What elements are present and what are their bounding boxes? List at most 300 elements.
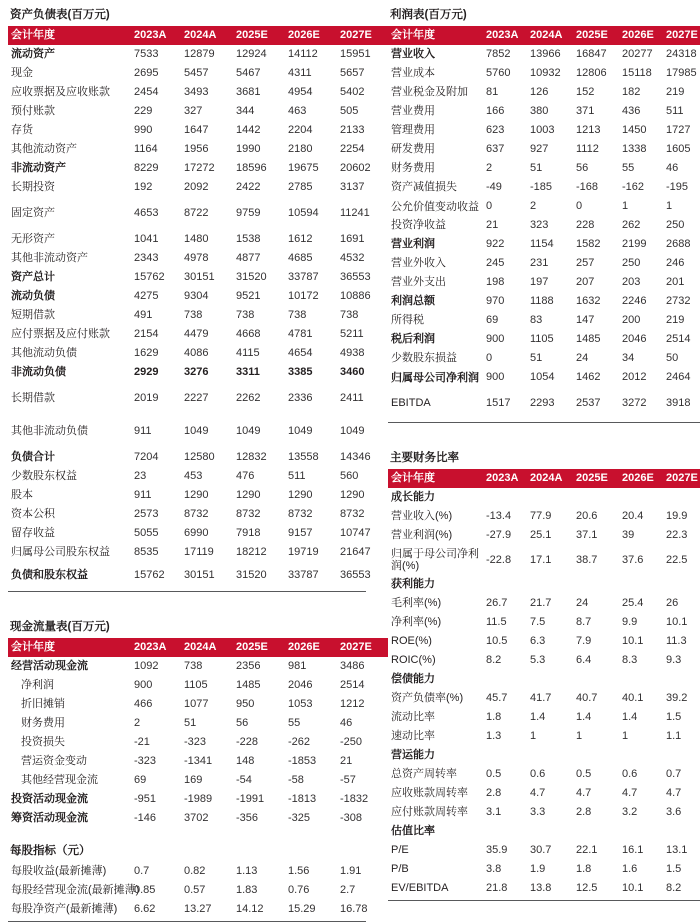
table-row	[388, 841, 700, 860]
row-value-4: 17985	[666, 67, 697, 79]
row-value-0: 0.7	[134, 865, 150, 877]
row-value-1: 323	[530, 219, 549, 231]
row-value-0: 900	[486, 371, 505, 383]
row-value-4: 3460	[340, 366, 365, 378]
row-value-2: 5467	[236, 67, 261, 79]
row-value-2: 18212	[236, 546, 267, 558]
row-value-2: 207	[576, 276, 595, 288]
row-value-3: 1053	[288, 698, 313, 710]
row-label: 税后利润	[391, 333, 435, 345]
ratios-block	[388, 449, 700, 901]
row-value-3: 55	[622, 162, 635, 174]
table-row	[8, 657, 388, 676]
row-value-4: 11.3	[666, 635, 687, 647]
row-value-2: 7918	[236, 527, 261, 539]
row-label: 其他流动负债	[11, 347, 77, 359]
row-label: 经营活动现金流	[11, 660, 88, 672]
row-value-0: 1.3	[486, 730, 502, 742]
row-value-4: 36553	[340, 569, 371, 581]
row-value-0: 0	[486, 352, 493, 364]
row-value-4: 19.9	[666, 510, 688, 522]
row-value-0: 4275	[134, 290, 159, 302]
row-label: 筹资活动现金流	[11, 812, 88, 824]
row-value-3: 2785	[288, 181, 313, 193]
row-value-4: 22.3	[666, 529, 688, 541]
row-value-0: 911	[134, 425, 152, 437]
row-value-1: 1.9	[530, 863, 546, 875]
header-col-3: 2026E	[288, 29, 320, 41]
income-statement-table	[388, 26, 700, 420]
row-value-2: 12.5	[576, 882, 598, 894]
row-label: 归属母公司净利润	[391, 371, 479, 384]
row-value-4: 2411	[340, 392, 364, 404]
row-value-3: 10.1	[622, 882, 644, 894]
row-value-0: 970	[486, 295, 505, 307]
row-value-0: 192	[134, 181, 153, 193]
row-value-1: 738	[184, 309, 203, 321]
row-label: 其他非流动资产	[11, 252, 88, 264]
row-value-2: 1632	[576, 295, 601, 307]
row-value-0: 0.85	[134, 884, 156, 896]
cash-flow-table	[8, 638, 388, 828]
row-value-0	[486, 670, 530, 689]
row-value-4: 1727	[666, 124, 691, 136]
row-label: 其他非流动负债	[11, 425, 88, 437]
row-value-4: 738	[340, 309, 359, 321]
table-row	[388, 784, 700, 803]
row-value-1: 3276	[184, 366, 209, 378]
row-value-2: 1.13	[236, 865, 258, 877]
row-value-0: 15762	[134, 271, 165, 283]
row-value-4: 2464	[666, 371, 691, 383]
header-col-2: 2025E	[236, 29, 268, 41]
header-col-3: 2026E	[622, 29, 654, 41]
table-row	[8, 344, 388, 363]
row-value-2: -1991	[236, 793, 265, 805]
table-row	[8, 733, 388, 752]
row-label: 公允价值变动收益	[391, 200, 479, 213]
row-value-2: 56	[236, 717, 249, 729]
row-label: 净利润	[21, 679, 54, 691]
header-col-0: 2023A	[134, 29, 167, 41]
row-value-1: 4.7	[530, 787, 546, 799]
balance-sheet-body	[8, 45, 388, 589]
row-label: 营业外支出	[391, 276, 446, 288]
row-value-0	[486, 822, 530, 841]
row-value-4: 2514	[666, 333, 691, 345]
row-value-3: -162	[622, 181, 645, 193]
row-value-4: 3918	[666, 397, 691, 409]
row-value-2: 22.1	[576, 844, 598, 856]
row-value-4: 2254	[340, 143, 365, 155]
right-spacer-1	[388, 423, 700, 449]
row-value-1: 927	[530, 143, 549, 155]
table-row	[8, 486, 388, 505]
row-value-3: 1290	[288, 489, 313, 501]
row-value-0: 45.7	[486, 692, 508, 704]
row-value-4: 36553	[340, 271, 371, 283]
row-value-0: 245	[486, 257, 505, 269]
row-value-1: 17272	[184, 162, 215, 174]
row-value-0: 2573	[134, 508, 159, 520]
header-col-0: 2023A	[486, 472, 519, 484]
row-value-2: 24	[576, 597, 589, 609]
table-row	[8, 809, 388, 828]
row-value-0: -323	[134, 755, 157, 767]
row-label: 非流动资产	[11, 162, 66, 174]
row-label: 折旧摊销	[21, 698, 65, 710]
row-value-1: 13.8	[530, 882, 552, 894]
table-row	[8, 448, 388, 467]
row-value-2: 3681	[236, 86, 261, 98]
table-row	[388, 594, 700, 613]
row-label: 资本公积	[11, 508, 55, 520]
row-label: 营业费用	[391, 105, 435, 117]
row-value-4: 11241	[340, 207, 370, 219]
ratios-title: 主要财务比率	[390, 452, 459, 464]
row-value-2: 1	[576, 730, 583, 742]
row-value-2	[576, 670, 622, 689]
row-value-4: 1290	[340, 489, 365, 501]
row-label: 现金	[11, 67, 33, 79]
row-value-2: 228	[576, 219, 595, 231]
row-value-3: 33787	[288, 271, 319, 283]
header-year-label: 会计年度	[391, 29, 435, 41]
row-label: 长期借款	[11, 392, 55, 404]
row-value-3: 3272	[622, 397, 647, 409]
row-value-3: 4954	[288, 86, 313, 98]
balance-sheet-block	[8, 6, 372, 592]
row-value-3: 8.3	[622, 654, 638, 666]
row-value-3: -325	[288, 812, 311, 824]
row-value-0: 2929	[134, 366, 159, 378]
row-value-2: 476	[236, 470, 255, 482]
table-row	[388, 159, 700, 178]
row-label: 获利能力	[391, 578, 435, 590]
row-value-2: -228	[236, 736, 259, 748]
row-value-1: 51	[184, 717, 197, 729]
header-col-4: 2027E	[340, 29, 372, 41]
row-label: 应收票据及应收账款	[11, 86, 110, 98]
row-value-4: 3486	[340, 660, 365, 672]
row-value-1	[530, 822, 576, 841]
row-value-2: 2262	[236, 392, 261, 404]
row-value-0: 15762	[134, 569, 165, 581]
row-value-4: 46	[340, 717, 353, 729]
table-row	[8, 505, 388, 524]
table-row	[388, 746, 700, 765]
table-row	[8, 676, 388, 695]
row-value-3	[622, 746, 666, 765]
row-value-3: 2336	[288, 392, 313, 404]
header-col-0: 2023A	[134, 641, 167, 653]
header-year-label: 会计年度	[391, 472, 435, 484]
table-row	[388, 45, 700, 64]
row-value-0: 1517	[486, 397, 511, 409]
row-value-2: 257	[576, 257, 595, 269]
row-value-2: 738	[236, 309, 255, 321]
row-value-0: 0.5	[486, 768, 502, 780]
row-value-2: 31520	[236, 271, 267, 283]
row-value-1: 8722	[184, 207, 209, 219]
row-value-1: 1003	[530, 124, 555, 136]
table-row	[388, 349, 700, 368]
row-value-1: 1.4	[530, 711, 546, 723]
row-value-0: 6.62	[134, 903, 156, 915]
table-row	[388, 368, 700, 387]
row-value-2: 1990	[236, 143, 261, 155]
row-value-1: 83	[530, 314, 543, 326]
row-value-0: 2343	[134, 252, 159, 264]
row-label: 股本	[11, 489, 33, 501]
row-value-4: 1.1	[666, 730, 682, 742]
row-value-2: 6.4	[576, 654, 592, 666]
row-value-0: 1.8	[486, 711, 502, 723]
row-value-2: 3311	[236, 366, 260, 378]
row-value-1: 5.3	[530, 654, 546, 666]
row-value-3: 37.6	[622, 553, 644, 566]
row-value-4: 3.6	[666, 806, 682, 818]
row-value-0: 21	[486, 219, 499, 231]
ratios-bottom-rule	[388, 900, 700, 901]
table-row	[8, 900, 388, 919]
row-value-1	[530, 670, 576, 689]
row-value-3: 262	[622, 219, 641, 231]
cash-flow-block	[8, 618, 372, 828]
row-value-0: 4653	[134, 207, 159, 219]
row-label: 其他流动资产	[11, 143, 77, 155]
row-value-2: 8732	[236, 508, 261, 520]
row-value-2: 1112	[576, 143, 599, 155]
balance-sheet-header-row	[8, 26, 388, 45]
row-value-1: 1054	[530, 371, 555, 383]
row-label: 营业收入	[391, 48, 435, 60]
row-value-2: 0	[576, 200, 583, 212]
row-value-0: 623	[486, 124, 505, 136]
row-value-1: 41.7	[530, 692, 552, 704]
row-value-0: -21	[134, 736, 150, 748]
row-value-3: 182	[622, 86, 641, 98]
row-value-0: 1041	[134, 233, 159, 245]
row-value-4: 1212	[340, 698, 365, 710]
row-value-0: 1629	[134, 347, 159, 359]
row-value-1: 4479	[184, 328, 209, 340]
row-value-3: 2012	[622, 371, 647, 383]
row-value-3: -262	[288, 736, 311, 748]
row-value-1: 0.57	[184, 884, 206, 896]
row-value-2: 40.7	[576, 692, 598, 704]
row-value-1: -1341	[184, 755, 213, 767]
row-value-1: 5457	[184, 67, 209, 79]
row-value-4: 250	[666, 219, 685, 231]
row-value-0: -13.4	[486, 510, 512, 522]
row-label: 每股净资产(最新摊薄)	[11, 903, 118, 915]
row-value-2: 37.1	[576, 529, 598, 541]
row-value-4: 560	[340, 470, 359, 482]
row-value-4: 2688	[666, 238, 691, 250]
row-label: 营运资金变动	[21, 755, 87, 767]
row-value-0: 2695	[134, 67, 159, 79]
row-value-4: 16.78	[340, 903, 368, 915]
row-value-4: 511	[666, 105, 684, 117]
table-row	[8, 140, 388, 159]
row-value-3: -1853	[288, 755, 317, 767]
row-value-1: 51	[530, 162, 543, 174]
income-statement-title: 利润表(百万元)	[390, 9, 467, 21]
row-value-0: 637	[486, 143, 505, 155]
row-value-1: 231	[530, 257, 549, 269]
row-value-1	[530, 488, 576, 507]
row-value-1: 17.1	[530, 553, 552, 566]
row-value-3: 8732	[288, 508, 313, 520]
row-value-4: 9.3	[666, 654, 682, 666]
row-value-3: 10.1	[622, 635, 644, 647]
row-value-3: 3.2	[622, 806, 638, 818]
row-value-2: -356	[236, 812, 259, 824]
row-value-4: 1.91	[340, 865, 362, 877]
row-value-3	[622, 488, 666, 507]
row-value-4: 219	[666, 314, 685, 326]
row-value-3: 10172	[288, 290, 319, 302]
table-row	[388, 197, 700, 216]
table-row	[388, 507, 700, 526]
row-value-1: 21.7	[530, 597, 552, 609]
row-value-1: 1	[530, 730, 537, 742]
table-row	[8, 881, 388, 900]
row-value-1: 4978	[184, 252, 209, 264]
row-value-4	[666, 822, 700, 841]
cash-flow-title: 现金流量表(百万元)	[10, 621, 110, 633]
row-value-1: 3702	[184, 812, 209, 824]
per-share-table	[8, 862, 388, 919]
table-row	[388, 689, 700, 708]
row-value-2: 20.6	[576, 510, 598, 522]
table-row	[388, 860, 700, 879]
table-row	[388, 708, 700, 727]
row-value-1: 12580	[184, 451, 215, 463]
row-label: 预付账款	[11, 105, 55, 117]
row-label: 营运能力	[391, 749, 435, 761]
row-value-0	[486, 488, 530, 507]
row-value-4: 10747	[340, 527, 371, 539]
row-value-2: 9759	[236, 207, 261, 219]
row-label: 资产减值损失	[391, 181, 457, 193]
row-value-3: 250	[622, 257, 641, 269]
row-value-4: 1.5	[666, 711, 682, 723]
table-row	[8, 230, 388, 249]
row-value-3: 4654	[288, 347, 313, 359]
row-value-4: 5402	[340, 86, 365, 98]
row-value-0: 8535	[134, 546, 159, 558]
row-value-0: 1164	[134, 143, 158, 155]
row-value-3: 34	[622, 352, 635, 364]
row-value-2: 2537	[576, 397, 601, 409]
row-value-2: 12832	[236, 451, 267, 463]
table-row	[388, 292, 700, 311]
row-value-2: 1049	[236, 425, 261, 437]
row-value-4: -195	[666, 181, 689, 193]
table-row	[388, 235, 700, 254]
income-statement-body	[388, 45, 700, 420]
row-value-3: 4311	[288, 67, 312, 79]
row-label: 财务费用	[391, 162, 435, 174]
row-label: 少数股东损益	[391, 352, 457, 364]
table-row	[388, 879, 700, 898]
row-value-2: 12924	[236, 48, 267, 60]
row-value-0: 900	[486, 333, 505, 345]
row-value-2: 1290	[236, 489, 261, 501]
row-value-0: 69	[134, 774, 147, 786]
row-value-4: -57	[340, 774, 356, 786]
row-value-3: 9157	[288, 527, 313, 539]
row-value-1: 30.7	[530, 844, 552, 856]
row-value-4	[666, 488, 700, 507]
row-label: 估值比率	[391, 825, 435, 837]
row-value-0: 491	[134, 309, 153, 321]
row-value-2: 1213	[576, 124, 601, 136]
row-label: 应收账款周转率	[391, 787, 468, 799]
row-value-4: 505	[340, 105, 359, 117]
row-value-0: -146	[134, 812, 157, 824]
row-value-4: 1049	[340, 425, 365, 437]
row-label: 每股经营现金流(最新摊薄)	[11, 884, 140, 896]
row-value-2: 950	[236, 698, 255, 710]
row-value-2: 18596	[236, 162, 267, 174]
row-value-3	[622, 575, 666, 594]
table-row	[388, 545, 700, 575]
row-value-0: 5760	[486, 67, 511, 79]
table-row	[388, 613, 700, 632]
row-value-2: 1485	[576, 333, 601, 345]
row-value-4: 5657	[340, 67, 365, 79]
row-value-2	[576, 488, 622, 507]
table-row	[8, 197, 388, 230]
row-value-3: 2246	[622, 295, 647, 307]
table-row	[388, 273, 700, 292]
row-value-3: 738	[288, 309, 307, 321]
row-label: 流动比率	[391, 711, 435, 723]
row-label: 负债和股东权益	[11, 569, 88, 581]
row-value-4	[666, 575, 700, 594]
row-value-3: 4.7	[622, 787, 638, 799]
row-value-1: 1290	[184, 489, 209, 501]
header-col-2: 2025E	[236, 641, 268, 653]
row-value-0: 3.8	[486, 863, 502, 875]
header-col-1: 2024A	[530, 472, 563, 484]
row-value-3	[622, 670, 666, 689]
row-value-1: 8732	[184, 508, 209, 520]
row-value-2: 1.83	[236, 884, 258, 896]
row-value-2: 1485	[236, 679, 261, 691]
row-label: 固定资产	[11, 207, 55, 219]
row-value-1: 380	[530, 105, 549, 117]
row-label: 归属于母公司净利润(%)	[391, 548, 479, 572]
row-value-4: 50	[666, 352, 679, 364]
row-value-0: 10.5	[486, 635, 508, 647]
row-value-3: 2180	[288, 143, 313, 155]
row-value-1: 7.5	[530, 616, 546, 628]
row-value-3: 2046	[622, 333, 647, 345]
table-row	[388, 651, 700, 670]
row-value-1: 9304	[184, 290, 209, 302]
row-label: EBITDA	[391, 397, 431, 409]
row-value-4: 13.1	[666, 844, 688, 856]
row-value-4: 46	[666, 162, 679, 174]
row-label: EV/EBITDA	[391, 882, 449, 894]
row-value-2: 1442	[236, 124, 261, 136]
row-value-1: -1989	[184, 793, 213, 805]
table-row	[388, 254, 700, 273]
